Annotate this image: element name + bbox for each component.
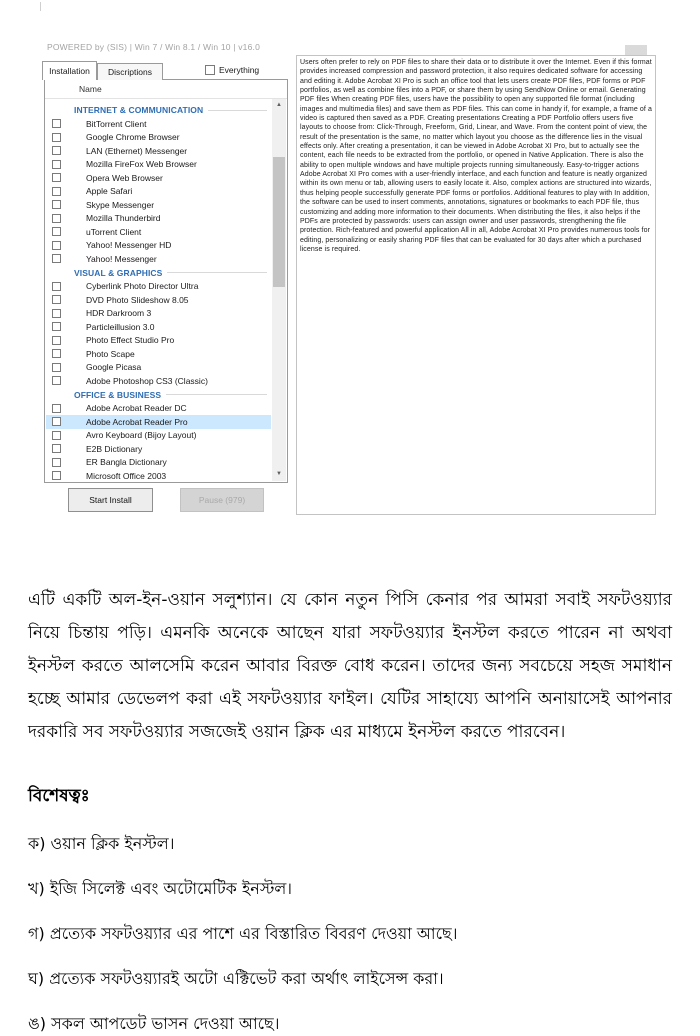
item-label: Particleillusion 3.0 [86,321,155,332]
item-checkbox[interactable] [52,227,61,236]
list-item[interactable] [46,442,271,456]
item-label: Adobe Photoshop CS3 (Classic) [86,375,208,386]
item-checkbox[interactable] [52,254,61,263]
software-list [44,79,288,483]
item-label: Mozilla FireFox Web Browser [86,159,197,170]
item-label: Yahoo! Messenger HD [86,240,172,251]
item-label: E2B Dictionary [86,443,143,454]
list-scrollbar[interactable] [272,99,286,481]
item-checkbox[interactable] [52,295,61,304]
tab-discriptions[interactable]: Discriptions [97,63,163,80]
item-checkbox[interactable] [52,214,61,223]
item-checkbox[interactable] [52,173,61,182]
feature-item: ঘ) প্রত্যেক সফটওয়্যারই অটো এক্টিভেট করা অর্থাৎ লাইসেন্স করা। [28,969,444,988]
item-checkbox[interactable] [52,431,61,440]
description-panel [296,55,656,515]
item-label: Google Chrome Browser [86,132,180,143]
software-list-rows [46,100,271,481]
item-label: BitTorrent Client [86,118,147,129]
item-label: Avro Keyboard (Bijoy Layout) [86,430,197,441]
list-item[interactable] [46,239,271,253]
category-header: OFFICE & BUSINESS [46,388,271,402]
item-label: Cyberlink Photo Director Ultra [86,281,199,292]
item-label: Adobe Acrobat Reader DC [86,403,187,414]
item-label: ER Bangla Dictionary [86,457,167,468]
everything-label: Everything [219,65,260,75]
article-paragraph: এটি একটি অল-ইন-ওয়ান সলুশ্যান। যে কোন নতুন পিসি কেনার পর আমরা সবাই সফটওয়্যার নিয়ে চিন্তায় পড়ি। এমনকি অনেকে আছেন যারা সফটওয়্যার ইনস্টল করতে পারেন না অথবা ইনস্টল করতে আলসেমি করেন আবার বিরক্ত বোধ করেন। তাদের জন্য সবচেয়ে সহজ সমাধান হচ্ছে আমার ডেভেলপ করা এই সফটওয়্যার ফাইল। যেটির সাহায্যে আপনি অনায়াসেই আপনার দরকারি সব সফটওয়্যার সজজেই ওয়ান ক্লিক এর মাধ্যমে ইনস্টল করতে পারবেন। [28,590,672,742]
item-checkbox[interactable] [52,363,61,372]
item-checkbox[interactable] [52,146,61,155]
feature-item: খ) ইজি সিলেক্ট এবং অটোমেটিক ইনস্টল। [28,879,292,898]
item-label: Mozilla Thunderbird [86,213,161,224]
item-label: Apple Safari [86,186,133,197]
item-checkbox[interactable] [52,349,61,358]
item-label: DVD Photo Slideshow 8.05 [86,294,189,305]
list-item[interactable] [46,334,271,348]
feature-item: ক) ওয়ান ক্লিক ইনস্টল। [28,834,175,853]
item-checkbox[interactable] [52,309,61,318]
category-header: INTERNET & COMMUNICATION [46,103,271,117]
list-item[interactable] [46,307,271,321]
item-checkbox[interactable] [52,133,61,142]
item-label: Adobe Acrobat Reader Pro [86,416,188,427]
features-title: বিশেষত্বঃ [28,786,90,806]
list-item[interactable] [46,469,271,481]
item-checkbox[interactable] [52,417,61,426]
feature-item: ঙ) সকল আপডেট ভাসন দেওয়া আছে। [28,1014,280,1033]
item-checkbox[interactable] [52,471,61,480]
start-install-button[interactable]: Start Install [68,488,153,512]
description-text: Users often prefer to rely on PDF files to share their data or to distribute it over the Internet. Even if this format provides increased compression and password protection, it also requires dedicated software for accessing and editing it. Adobe Acrobat XI Pro is such an office tool that lets users create PDF files, PDF forms or PDF portfolios, as well as combine files into a PDF, or share them by using SendNow Online or email. Generating PDF files When creating PDF files, users have the possibility to open any supported file format (including images and multimedia files) and save them as PDF files. This can come in handy if, for example, a frame of a video is captured then saved as a PDF. Creating presentations Creating a PDF Portfolio offers users five layouts to choose from: Click-Through, Freeform, Grid, Linear, and Wave. From the content point of view, the result of the presentation is the same, no matter which layout you choose as the difference lies in the visual effects only. After creating a presentation, it can be viewed in Adobe Acrobat XI Pro, but to actually see the content, each file needs to be extracted from the portfolio, or opened in Native Application. There is also the ability to open multiple windows and have multiple projects running simultaneously. Easy-to-trigger actions Adobe Acrobat XI Pro comes with a user-friendly interface, and each function and feature is neatly organized within its own menu or tab, allowing users to easily locate it. Also, complex actions are structured into wizards, thus helping people successfully generate PDF forms or portfolios. Additional features to play with In addition, the software can be used to insert comments, annotations, signatures or bookmarks to each PDF file, thus customizing and adding more information to their documents. When distributing the files, it also helps if the PDFs are protected by passwords: users can assign owner and user passwords, strengthening the file protection. Rich-featured and powerful application All in all, Adobe Acrobat XI Pro provides numerous tools for editing, personalizing or easily sharing PDF files that can be evaluated for 30 days after which a purchased license is required. [300,59,652,253]
item-checkbox[interactable] [52,241,61,250]
item-label: uTorrent Client [86,226,142,237]
cursor-tick [40,2,41,11]
list-item[interactable] [46,280,271,294]
item-label: Google Picasa [86,362,142,373]
list-item[interactable] [46,131,271,145]
item-checkbox[interactable] [52,119,61,128]
list-item[interactable] [46,374,271,388]
list-item[interactable] [46,415,271,429]
item-checkbox[interactable] [52,187,61,196]
item-checkbox[interactable] [52,458,61,467]
item-label: Photo Effect Studio Pro [86,335,175,346]
item-label: Opera Web Browser [86,172,163,183]
list-item[interactable] [46,347,271,361]
list-item[interactable] [46,144,271,158]
list-item[interactable] [46,185,271,199]
item-checkbox[interactable] [52,322,61,331]
item-checkbox[interactable] [52,282,61,291]
category-header: VISUAL & GRAPHICS [46,266,271,280]
list-item[interactable] [46,171,271,185]
list-item[interactable] [46,456,271,470]
powered-by-text: POWERED by (SIS) | Win 7 / Win 8.1 / Win 10 | v16.0 [47,42,261,52]
list-item[interactable] [46,320,271,334]
item-label: HDR Darkroom 3 [86,308,152,319]
pause-button: Pause (979) [180,488,264,512]
tab-installation[interactable]: Installation [42,61,97,80]
list-item[interactable] [46,117,271,131]
list-item[interactable] [46,225,271,239]
everything-checkbox[interactable] [205,65,215,75]
scroll-down-icon[interactable]: ▼ [272,468,286,481]
item-checkbox[interactable] [52,200,61,209]
item-checkbox[interactable] [52,160,61,169]
list-item[interactable] [46,198,271,212]
item-label: Microsoft Office 2003 [86,470,167,481]
feature-item: গ) প্রত্যেক সফটওয়্যার এর পাশে এর বিস্তারিত বিবরণ দেওয়া আছে। [28,924,458,943]
item-checkbox[interactable] [52,336,61,345]
item-label: Yahoo! Messenger [86,253,157,264]
list-item[interactable] [46,429,271,443]
item-checkbox[interactable] [52,404,61,413]
scrollbar-thumb[interactable] [273,157,285,287]
scroll-up-icon[interactable]: ▲ [272,99,286,112]
item-checkbox[interactable] [52,444,61,453]
item-checkbox[interactable] [52,376,61,385]
list-item[interactable] [46,293,271,307]
list-item[interactable] [46,361,271,375]
list-item[interactable] [46,402,271,416]
list-item[interactable] [46,212,271,226]
list-header-name[interactable]: Name [45,80,287,99]
item-label: Skype Messenger [86,199,155,210]
item-label: Photo Scape [86,348,135,359]
everything-option[interactable] [205,64,259,76]
article-section [0,560,700,1036]
list-item[interactable] [46,252,271,266]
item-label: LAN (Ethernet) Messenger [86,145,188,156]
list-item[interactable] [46,158,271,172]
